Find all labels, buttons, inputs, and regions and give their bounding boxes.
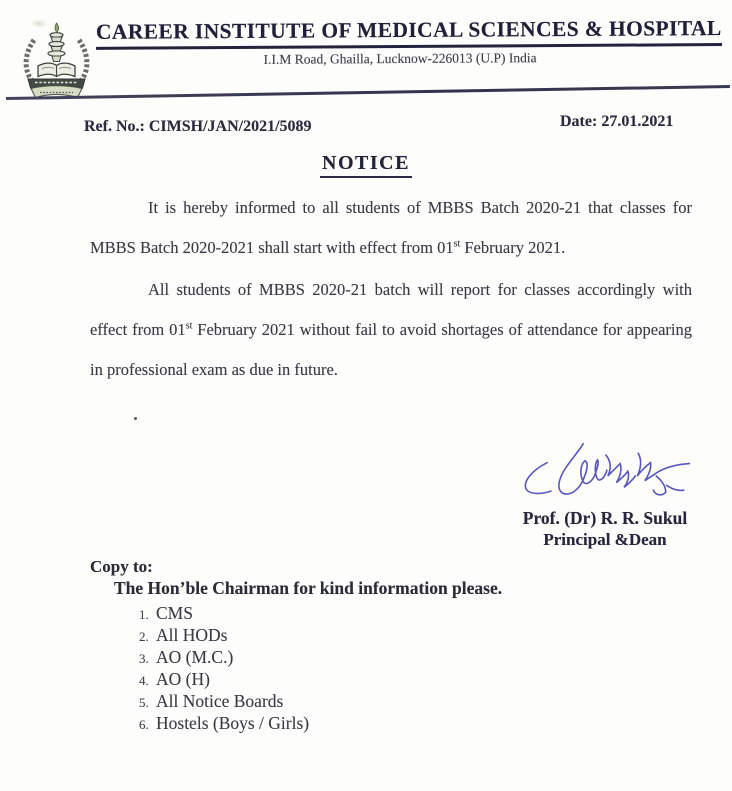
paragraph-text: It is hereby informed to all students of MBBS Batch 2020-21 that classes for MBBS Batch 2020-2021 shall start with effect from 01 [90,198,692,257]
ordinal-superscript: st [453,238,461,250]
letterhead [95,16,722,69]
institute-address: I.I.M Road, Ghailla, Lucknow-226013 (U.P) India [263,50,537,67]
paragraph-text: February 2021 without fail to avoid shortages of attendance for appearing in professional exam as due in future. [90,320,692,379]
notice-date: Date: 27.01.2021 [560,113,674,130]
institute-name: CAREER INSTITUTE OF MEDICAL SCIENCES & HOSPITAL [96,16,722,50]
signature-block [498,438,712,550]
paragraph-text: All students of MBBS 2020-21 batch will report for classes accordingly with effect from 01 [90,280,692,339]
copy-to-item: 2. All HODs [152,625,502,646]
copy-to-item: 3. AO (M.C.) [152,647,502,668]
notice-paragraph-2 [90,270,692,390]
copy-to-section [90,557,502,735]
signatory-name: Prof. (Dr) R. R. Sukul [522,508,688,528]
notice-title [0,152,732,178]
signatory-designation: Principal &Dean [543,530,667,549]
ink-dot-artifact [134,417,137,420]
copy-to-list [90,603,502,734]
ordinal-superscript: st [185,320,193,332]
copy-to-item: 4. AO (H) [152,669,502,690]
copy-to-label: Copy to: [90,557,153,576]
notice-paragraph-1 [90,188,692,268]
notice-title-text: NOTICE [320,152,412,178]
reference-number: Ref. No.: CIMSH/JAN/2021/5089 [84,118,312,135]
handwritten-signature-scribble [505,438,705,512]
paragraph-text: February 2021. [460,238,566,257]
letterhead-divider [6,85,730,100]
institute-crest-icon [19,22,94,102]
copy-to-item: 5. All Notice Boards [152,691,502,712]
copy-to-item: 6. Hostels (Boys / Girls) [152,713,502,734]
copy-to-item: 1. CMS [152,603,502,624]
copy-to-chairman-note: The Hon’ble Chairman for kind information please. [114,578,503,598]
